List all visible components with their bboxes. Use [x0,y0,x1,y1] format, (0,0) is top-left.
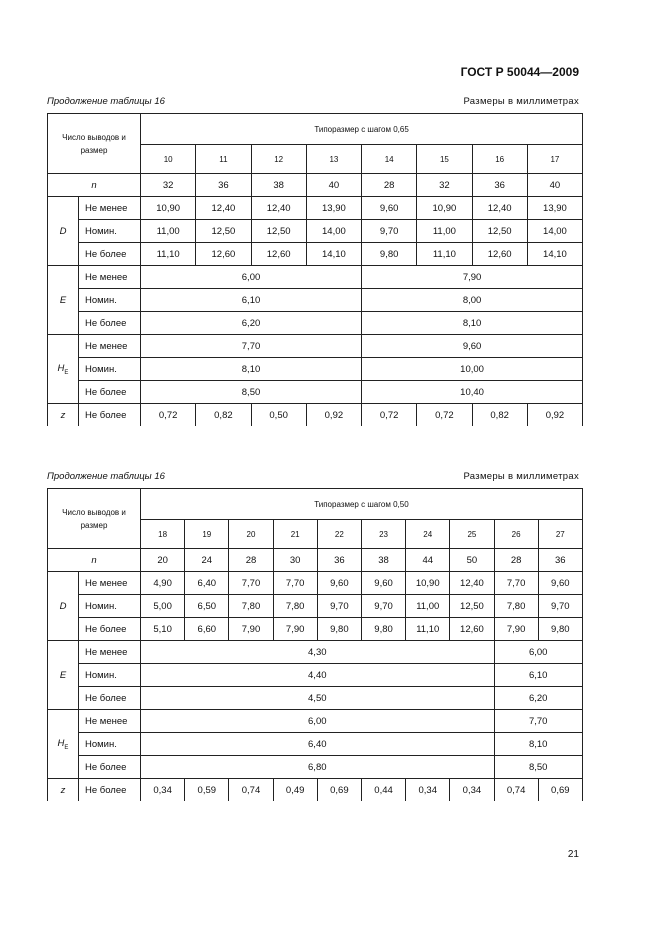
cell: 12,40 [472,197,527,220]
cell: 6,50 [185,595,229,618]
cell: 11,00 [406,595,450,618]
cell: 14,00 [306,220,361,243]
label-h-sub: E [64,744,69,751]
cell: 0,69 [538,779,582,802]
cell: 8,10 [362,312,583,335]
label-min: Не менее [79,641,141,664]
size-header: 13 [306,145,361,174]
label-e: E [48,641,79,710]
row-e-max [48,312,583,335]
cell: 8,10 [141,358,362,381]
cell: 8,10 [494,733,582,756]
row-e-min [48,641,583,664]
row-z [48,779,583,802]
cell: 7,70 [494,572,538,595]
label-d: D [48,197,79,266]
cell: 10,40 [362,381,583,404]
row-n [48,174,583,197]
cell: 12,40 [450,572,494,595]
label-nom: Номин. [79,289,141,312]
cell: 24 [185,549,229,572]
cell: 6,00 [141,710,495,733]
cell: 0,72 [362,404,417,427]
cell: 7,70 [141,335,362,358]
cell: 7,70 [273,572,317,595]
cell: 40 [527,174,582,197]
cell: 28 [362,174,417,197]
cell: 12,40 [251,197,306,220]
cell: 6,20 [494,687,582,710]
cell: 36 [196,174,251,197]
size-header: 24 [406,520,450,549]
size-header: 12 [251,145,306,174]
cell: 0,34 [141,779,185,802]
cell: 12,60 [251,243,306,266]
row-h-min [48,710,583,733]
cell: 4,50 [141,687,495,710]
row-d-nom [48,595,583,618]
label-max: Не более [79,404,141,427]
cell: 20 [141,549,185,572]
cell: 9,60 [362,335,583,358]
cell: 9,80 [362,243,417,266]
row-d-min [48,197,583,220]
label-max: Не более [79,312,141,335]
cell: 6,80 [141,756,495,779]
page-number: 21 [567,849,579,860]
row-h-max [48,381,583,404]
cell: 10,90 [406,572,450,595]
cell: 11,10 [141,243,196,266]
units-note-2: Размеры в миллиметрах [463,471,579,482]
cell: 0,74 [494,779,538,802]
row-e-nom [48,664,583,687]
size-header: 25 [450,520,494,549]
cell: 0,82 [196,404,251,427]
cell: 10,00 [362,358,583,381]
table-caption-1: Продолжение таблицы 16 [47,96,165,107]
cell: 14,00 [527,220,582,243]
label-nom: Номин. [79,664,141,687]
cell: 4,30 [141,641,495,664]
label-min: Не менее [79,710,141,733]
cell: 0,72 [417,404,472,427]
label-nom: Номин. [79,595,141,618]
cell: 36 [317,549,361,572]
cell: 6,10 [494,664,582,687]
cell: 12,50 [450,595,494,618]
cell: 0,49 [273,779,317,802]
size-header: 23 [361,520,405,549]
label-e: E [48,266,79,335]
document-code: ГОСТ Р 50044—2009 [460,65,579,79]
cell: 7,90 [494,618,538,641]
label-d: D [48,572,79,641]
cell: 32 [417,174,472,197]
size-header: 27 [538,520,582,549]
dimensions-table-2 [47,488,583,801]
cell: 14,10 [527,243,582,266]
cell: 7,90 [362,266,583,289]
cell: 32 [141,174,196,197]
cell: 0,72 [141,404,196,427]
cell: 0,59 [185,779,229,802]
label-max: Не более [79,756,141,779]
cell: 9,60 [317,572,361,595]
cell: 6,00 [141,266,362,289]
cell: 12,40 [196,197,251,220]
cell: 7,80 [494,595,538,618]
cell: 38 [361,549,405,572]
dimensions-table-1 [47,113,583,426]
cell: 6,00 [494,641,582,664]
label-z: z [48,779,79,802]
cell: 10,90 [141,197,196,220]
cell: 36 [538,549,582,572]
label-nom: Номин. [79,733,141,756]
size-header: 19 [185,520,229,549]
table-caption-2: Продолжение таблицы 16 [47,471,165,482]
cell: 9,80 [361,618,405,641]
size-header: 22 [317,520,361,549]
cell: 9,60 [538,572,582,595]
cell: 9,70 [317,595,361,618]
cell: 9,80 [538,618,582,641]
cell: 36 [472,174,527,197]
label-nom: Номин. [79,358,141,381]
cell: 0,82 [472,404,527,427]
row-d-max [48,243,583,266]
cell: 13,90 [527,197,582,220]
cell: 6,40 [141,733,495,756]
cell: 11,00 [141,220,196,243]
cell: 38 [251,174,306,197]
label-max: Не более [79,243,141,266]
label-max: Не более [79,687,141,710]
row-h-nom [48,733,583,756]
size-header: 26 [494,520,538,549]
cell: 7,90 [273,618,317,641]
row-z [48,404,583,427]
cell: 50 [450,549,494,572]
cell: 4,90 [141,572,185,595]
size-header: 20 [229,520,273,549]
label-h-main: H [57,362,65,374]
cell: 6,60 [185,618,229,641]
row-h-max [48,756,583,779]
size-header: 16 [472,145,527,174]
cell: 9,70 [362,220,417,243]
cell: 0,92 [527,404,582,427]
cell: 40 [306,174,361,197]
cell: 5,00 [141,595,185,618]
row-e-min [48,266,583,289]
row-d-nom [48,220,583,243]
size-header: 21 [273,520,317,549]
row-h-nom [48,358,583,381]
cell: 7,70 [494,710,582,733]
cell: 44 [406,549,450,572]
cell: 0,34 [450,779,494,802]
cell: 9,70 [538,595,582,618]
label-n: n [48,549,141,572]
row-e-max [48,687,583,710]
label-min: Не менее [79,335,141,358]
label-max: Не более [79,618,141,641]
cell: 11,10 [406,618,450,641]
cell: 7,90 [229,618,273,641]
cell: 14,10 [306,243,361,266]
cell: 9,80 [317,618,361,641]
row-d-max [48,618,583,641]
cell: 0,74 [229,779,273,802]
label-max: Не более [79,381,141,404]
cell: 11,10 [417,243,472,266]
cell: 7,80 [229,595,273,618]
row-e-nom [48,289,583,312]
cell: 6,10 [141,289,362,312]
cell: 6,40 [185,572,229,595]
cell: 4,40 [141,664,495,687]
cell: 9,60 [362,197,417,220]
label-h-sub: E [64,369,69,376]
size-header: 15 [417,145,472,174]
group-header: Типоразмер с шагом 0,65 [141,114,583,145]
cell: 0,44 [361,779,405,802]
cell: 10,90 [417,197,472,220]
cell: 12,60 [450,618,494,641]
cell: 12,60 [196,243,251,266]
cell: 9,60 [361,572,405,595]
row-d-min [48,572,583,595]
cell: 12,60 [472,243,527,266]
cell: 9,70 [361,595,405,618]
cell: 28 [229,549,273,572]
cell: 28 [494,549,538,572]
label-h [48,710,79,779]
cell: 12,50 [196,220,251,243]
label-min: Не менее [79,572,141,595]
group-header: Типоразмер с шагом 0,50 [141,489,583,520]
cell: 0,69 [317,779,361,802]
cell: 11,00 [417,220,472,243]
cell: 5,10 [141,618,185,641]
label-nom: Номин. [79,220,141,243]
cell: 6,20 [141,312,362,335]
label-min: Не менее [79,266,141,289]
cell: 13,90 [306,197,361,220]
head-col-label: Число выводов и размер [48,114,141,174]
head-col-label: Число выводов и размер [48,489,141,549]
cell: 8,50 [141,381,362,404]
cell: 0,50 [251,404,306,427]
cell: 8,50 [494,756,582,779]
label-h-main: H [57,737,65,749]
size-header: 10 [141,145,196,174]
row-h-min [48,335,583,358]
cell: 7,70 [229,572,273,595]
label-max: Не более [79,779,141,802]
size-header: 14 [362,145,417,174]
label-min: Не менее [79,197,141,220]
cell: 30 [273,549,317,572]
label-z: z [48,404,79,427]
size-header: 11 [196,145,251,174]
row-n [48,549,583,572]
label-h [48,335,79,404]
cell: 12,50 [472,220,527,243]
cell: 8,00 [362,289,583,312]
size-header: 17 [527,145,582,174]
units-note-1: Размеры в миллиметрах [463,96,579,107]
cell: 7,80 [273,595,317,618]
size-header: 18 [141,520,185,549]
cell: 0,92 [306,404,361,427]
label-n: n [48,174,141,197]
cell: 12,50 [251,220,306,243]
cell: 0,34 [406,779,450,802]
